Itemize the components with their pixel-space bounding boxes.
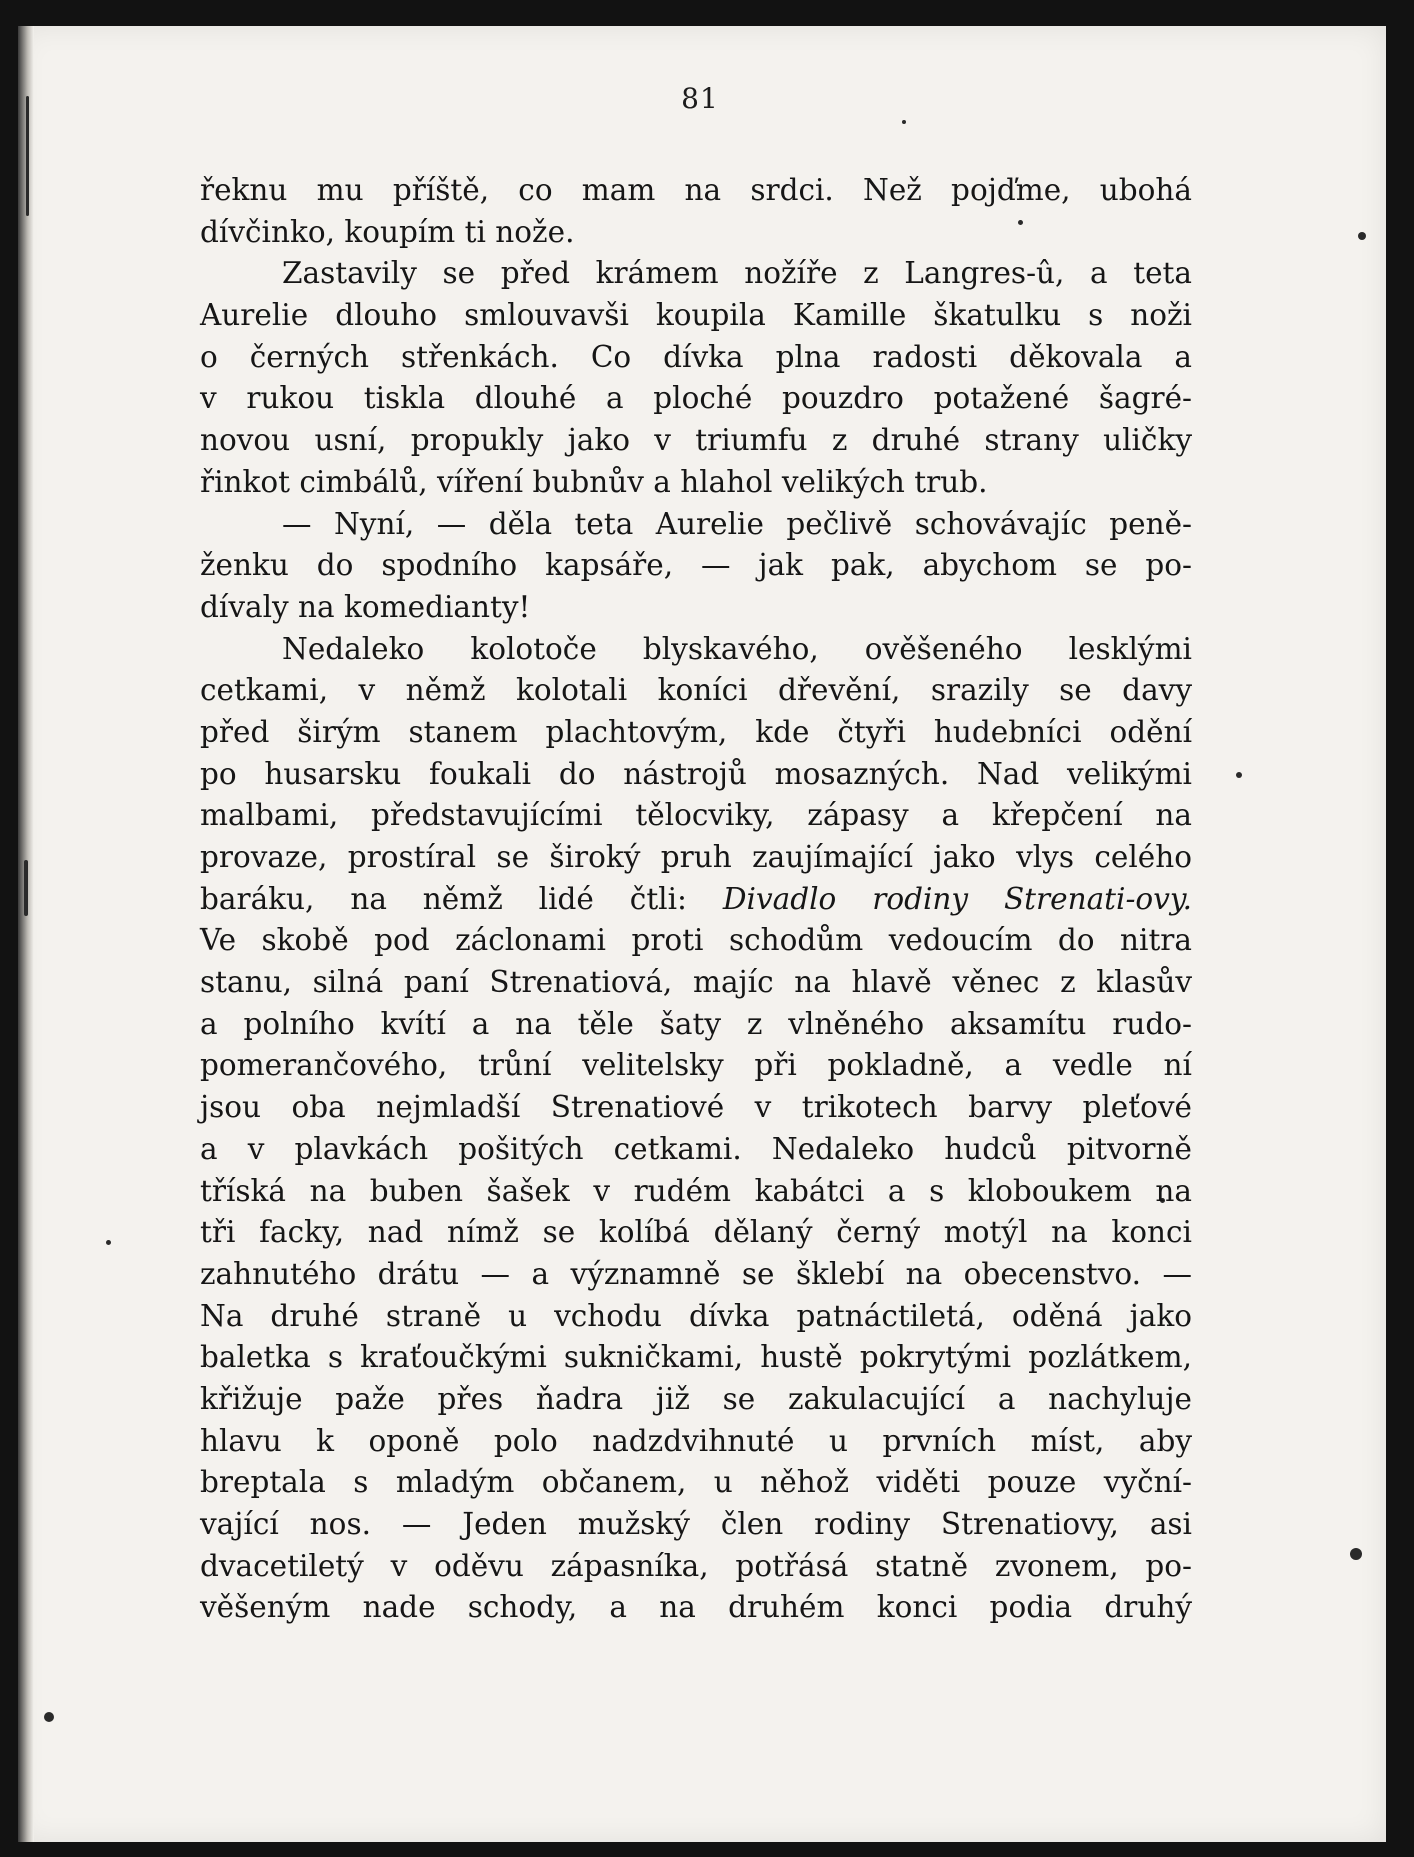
text-line: dvacetiletý v oděvu zápasníka, potřásá statně zvonem, po- <box>200 1548 1192 1583</box>
text-line: breptala s mladým občanem, u něhož viděti pouze vyční- <box>200 1465 1192 1500</box>
text-line: ženku do spodního kapsáře, — jak pak, abychom se po- <box>200 548 1192 583</box>
text-line: Nedaleko kolotoče blyskavého, ověšeného lesklými <box>282 631 1192 666</box>
scan-speck <box>902 120 906 124</box>
text-line: pomerančového, trůní velitelsky při pokladně, a vedle ní <box>200 1048 1192 1083</box>
text-line <box>200 879 1192 921</box>
text-line: před širým stanem plachtovým, kde čtyři hudebníci odění <box>200 714 1192 749</box>
text-line: tři facky, nad nímž se kolíbá dělaný černý motýl na konci <box>200 1215 1192 1250</box>
text-line: — Nyní, — děla teta Aurelie pečlivě schovávajíc peně- <box>282 506 1192 541</box>
text-line: dívčinko, koupím ti nože. <box>200 214 575 249</box>
scan-speck <box>1358 232 1366 240</box>
text-line: malbami, představujícími tělocviky, zápasy a křepčení na <box>200 798 1192 833</box>
text-line: v rukou tiskla dlouhé a ploché pouzdro potažené šagré- <box>200 381 1192 416</box>
text-line: dívaly na komedianty! <box>200 589 531 624</box>
page-edge-shadow <box>18 26 34 1842</box>
text-line: řeknu mu příště, co mam na srdci. Než pojďme, ubohá <box>200 173 1192 207</box>
theatre-name-italic: Divadlo rodiny Strenati-ovy. <box>722 881 1192 916</box>
text-line: tříská na buben šašek v rudém kabátci a s kloboukem na <box>200 1173 1192 1208</box>
body-text <box>200 170 1192 1629</box>
scan-speck <box>1350 1548 1362 1560</box>
text-line: o černých střenkách. Co dívka plna radosti děkovala a <box>200 339 1192 374</box>
scan-speck <box>106 1240 111 1245</box>
text-line: jsou oba nejmladší Strenatiové v trikotech barvy pleťové <box>200 1090 1192 1125</box>
text-line: Aurelie dlouho smlouvavši koupila Kamille škatulku s noži <box>200 298 1192 333</box>
text-line: Ve skobě pod záclonami proti schodům vedoucím do nitra <box>200 923 1192 958</box>
text-line: křižuje paže přes ňadra již se zakulacující a nachyluje <box>200 1381 1192 1416</box>
scan-speck <box>24 860 28 916</box>
text-line: vající nos. — Jeden mužský člen rodiny Strenatiovy, asi <box>200 1507 1192 1541</box>
scan-speck <box>44 1712 54 1722</box>
scan-speck <box>1236 772 1242 778</box>
text-line: baletka s kraťoučkými sukničkami, hustě pokrytými pozlátkem, <box>200 1340 1192 1375</box>
text-line: a polního kvítí a na těle šaty z vlněného aksamítu rudo- <box>200 1006 1192 1041</box>
page-number: 81 <box>681 82 719 115</box>
text-line: Zastavily se před krámem nožíře z Langres-û, a teta <box>282 256 1192 291</box>
text-line: řinkot cimbálů, víření bubnův a hlahol velikých trub. <box>200 464 988 499</box>
text-line: a v plavkách pošitých cetkami. Nedaleko hudců pitvorně <box>200 1131 1192 1166</box>
text-line: Na druhé straně u vchodu dívka patnáctiletá, oděná jako <box>200 1298 1192 1333</box>
text-line: novou usní, propukly jako v triumfu z druhé strany uličky <box>200 423 1192 458</box>
text-line: hlavu k oponě polo nadzdvihnuté u prvních míst, aby <box>200 1423 1192 1458</box>
text-line: provaze, prostíral se široký pruh zaujímající jako vlys celého <box>200 840 1192 874</box>
text-line-roman: baráku, na němž lidé čtli: <box>200 881 687 916</box>
text-line: cetkami, v němž kolotali koníci dřevění, srazily se davy <box>200 673 1192 708</box>
text-line: stanu, silná paní Strenatiová, majíc na hlavě věnec z klasův <box>200 965 1192 1000</box>
text-line: zahnutého drátu — a významně se šklebí na obecenstvo. — <box>200 1256 1192 1291</box>
text-line: věšeným nade schody, a na druhém konci podia druhý <box>200 1590 1192 1625</box>
text-line: po husarsku foukali do nástrojů mosazných. Nad velikými <box>200 756 1192 791</box>
scan-speck <box>26 96 29 216</box>
